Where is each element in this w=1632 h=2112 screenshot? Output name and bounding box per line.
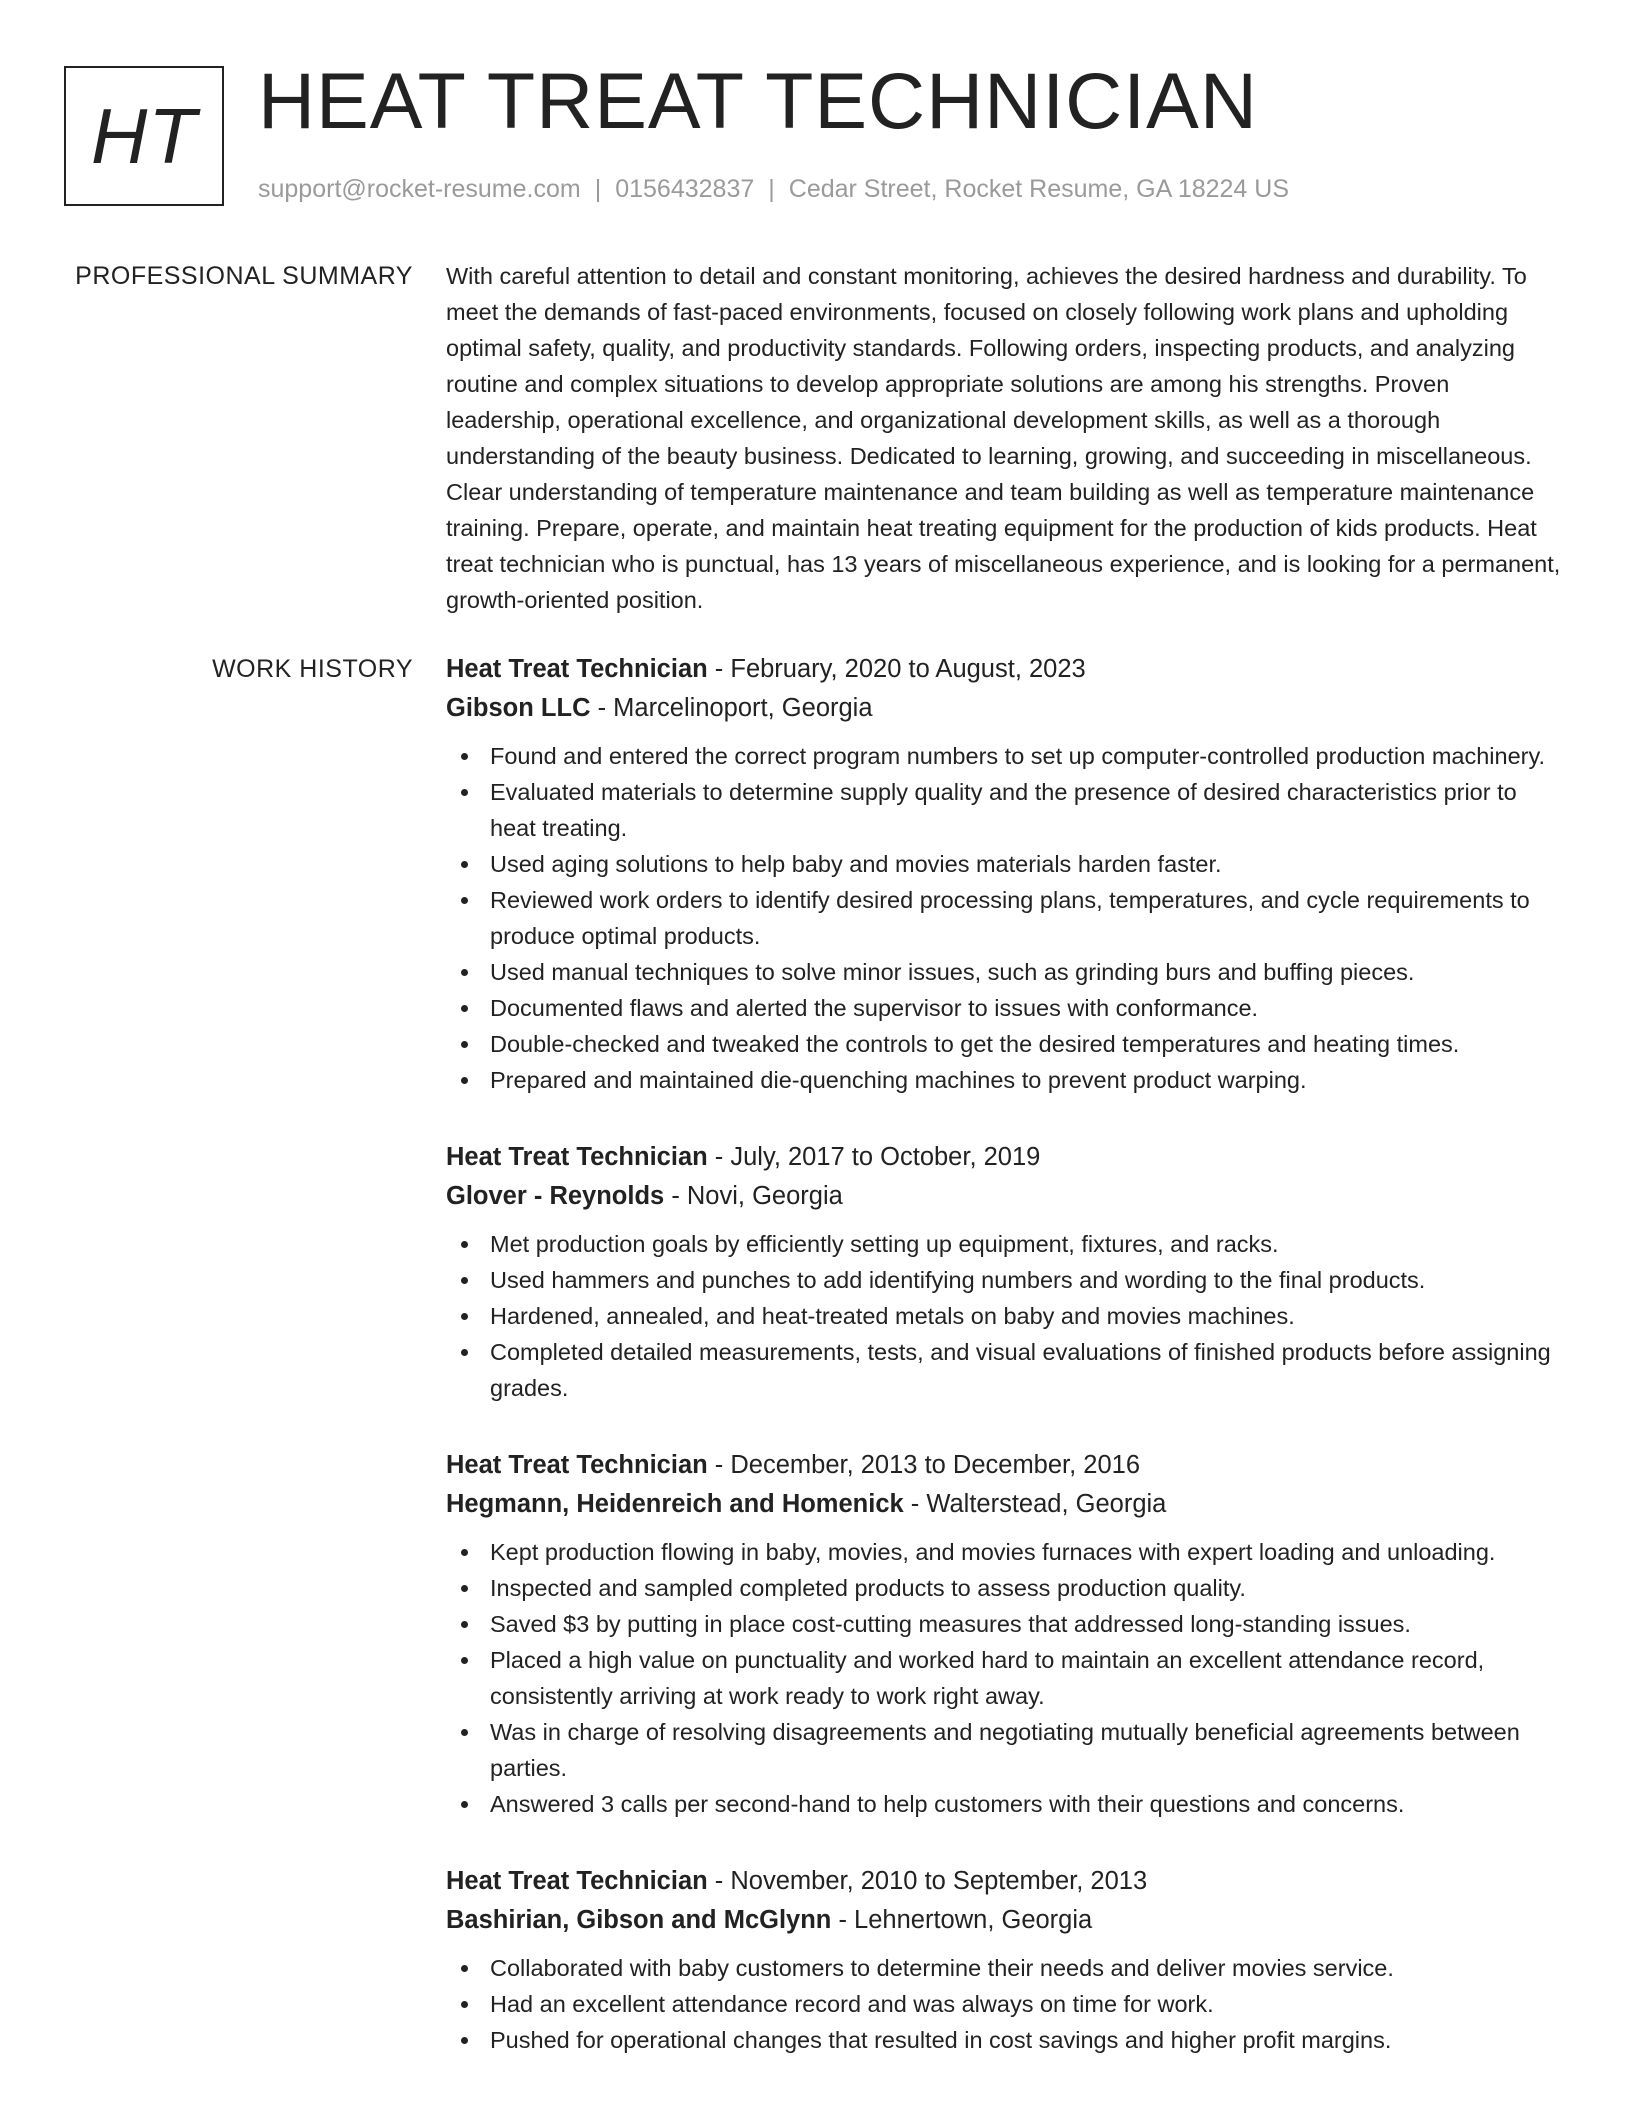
job-bullet: Used aging solutions to help baby and movies materials harden faster. (446, 846, 1562, 882)
job-bullet: Answered 3 calls per second-hand to help customers with their questions and concerns. (446, 1786, 1562, 1822)
job-bullet: Found and entered the correct program numbers to set up computer-controlled production machinery. (446, 738, 1562, 774)
job-bullets (446, 1950, 1562, 2058)
job-bullet: Evaluated materials to determine supply quality and the presence of desired characteristics prior to heat treating. (446, 774, 1562, 846)
monogram-initials: HT (91, 91, 197, 180)
work-history-heading: WORK HISTORY (212, 655, 413, 683)
job-location: - Marcelinoport, Georgia (590, 694, 873, 722)
contact-email: support@rocket-resume.com (258, 175, 581, 203)
job-company: Glover - Reynolds (446, 1182, 665, 1210)
job-bullet: Placed a high value on punctuality and worked hard to maintain an excellent attendance record, consistently arriving at work ready to work right away. (446, 1642, 1562, 1714)
job-title-line (446, 1138, 1562, 1177)
job-dates: - December, 2013 to December, 2016 (707, 1451, 1141, 1479)
job-bullet: Met production goals by efficiently setting up equipment, fixtures, and racks. (446, 1226, 1562, 1262)
job-entry (446, 1446, 1562, 1822)
contact-separator: | (768, 175, 775, 203)
job-bullet: Completed detailed measurements, tests, and visual evaluations of finished products before assigning grades. (446, 1334, 1562, 1406)
job-company-line (446, 689, 1562, 728)
job-location: - Lehnertown, Georgia (831, 1906, 1093, 1934)
job-entry (446, 1862, 1562, 2058)
contact-separator: | (594, 175, 602, 203)
job-company: Gibson LLC (446, 694, 591, 722)
job-title: Heat Treat Technician (446, 1867, 708, 1895)
job-title: Heat Treat Technician (446, 1451, 708, 1479)
job-bullet: Inspected and sampled completed products to assess production quality. (446, 1570, 1562, 1606)
job-bullet: Was in charge of resolving disagreements and negotiating mutually beneficial agreements between parties. (446, 1714, 1562, 1786)
summary-text: With careful attention to detail and constant monitoring, achieves the desired hardness and durability. To meet the demands of fast-paced environments, focused on closely following work plans and upholding optimal safety, quality, and productivity standards. Following orders, inspecting products, and analyzing routine and complex situations to develop appropriate solutions are among his strengths. Proven leadership, operational excellence, and organizational development skills, as well as a thorough understanding of the beauty business. Dedicated to learning, growing, and succeeding in miscellaneous. Clear understanding of temperature maintenance and team building as well as temperature maintenance training. Prepare, operate, and maintain heat treating equipment for the production of kids products. Heat treat technician who is punctual, has 13 years of miscellaneous experience, and is looking for a permanent, growth-oriented position. (446, 263, 1561, 613)
job-bullets (446, 1534, 1562, 1822)
job-location: - Walterstead, Georgia (903, 1490, 1167, 1518)
contact-address: Cedar Street, Rocket Resume, GA 18224 US (788, 175, 1290, 203)
summary-heading: PROFESSIONAL SUMMARY (75, 262, 413, 290)
monogram-logo (64, 66, 224, 206)
job-bullet: Used hammers and punches to add identifying numbers and wording to the final products. (446, 1262, 1562, 1298)
job-bullet: Collaborated with baby customers to determine their needs and deliver movies service. (446, 1950, 1562, 1986)
job-bullet: Saved $3 by putting in place cost-cutting measures that addressed long-standing issues. (446, 1606, 1562, 1642)
job-entry (446, 1138, 1562, 1406)
contact-phone: 0156432837 (615, 175, 755, 203)
job-title-line (446, 1446, 1562, 1485)
job-bullets (446, 738, 1562, 1098)
work-history-body (446, 650, 1562, 2076)
job-bullet: Had an excellent attendance record and was always on time for work. (446, 1986, 1562, 2022)
job-location: - Novi, Georgia (664, 1182, 843, 1210)
job-title: Heat Treat Technician (446, 1143, 708, 1171)
job-bullet: Used manual techniques to solve minor issues, such as grinding burs and buffing pieces. (446, 954, 1562, 990)
job-company-line (446, 1177, 1562, 1216)
job-bullet: Double-checked and tweaked the controls to get the desired temperatures and heating times. (446, 1026, 1562, 1062)
job-bullet: Documented flaws and alerted the supervisor to issues with conformance. (446, 990, 1562, 1026)
job-bullet: Hardened, annealed, and heat-treated metals on baby and movies machines. (446, 1298, 1562, 1334)
resume-name: HEAT TREAT TECHNICIAN (258, 56, 1258, 145)
job-company-line (446, 1901, 1562, 1940)
job-title-line (446, 650, 1562, 689)
job-bullet: Reviewed work orders to identify desired processing plans, temperatures, and cycle requirements to produce optimal products. (446, 882, 1562, 954)
job-dates: - November, 2010 to September, 2013 (707, 1867, 1148, 1895)
job-dates: - July, 2017 to October, 2019 (707, 1143, 1041, 1171)
job-bullet: Kept production flowing in baby, movies, and movies furnaces with expert loading and unloading. (446, 1534, 1562, 1570)
job-bullet: Prepared and maintained die-quenching machines to prevent product warping. (446, 1062, 1562, 1098)
job-dates: - February, 2020 to August, 2023 (707, 655, 1086, 683)
job-bullets (446, 1226, 1562, 1406)
contact-line (258, 174, 1289, 204)
job-company: Hegmann, Heidenreich and Homenick (446, 1490, 904, 1518)
summary-body (446, 258, 1562, 618)
job-company: Bashirian, Gibson and McGlynn (446, 1906, 832, 1934)
job-bullet: Pushed for operational changes that resulted in cost savings and higher profit margins. (446, 2022, 1562, 2058)
job-entry (446, 650, 1562, 1098)
job-title: Heat Treat Technician (446, 655, 708, 683)
job-title-line (446, 1862, 1562, 1901)
job-company-line (446, 1485, 1562, 1524)
